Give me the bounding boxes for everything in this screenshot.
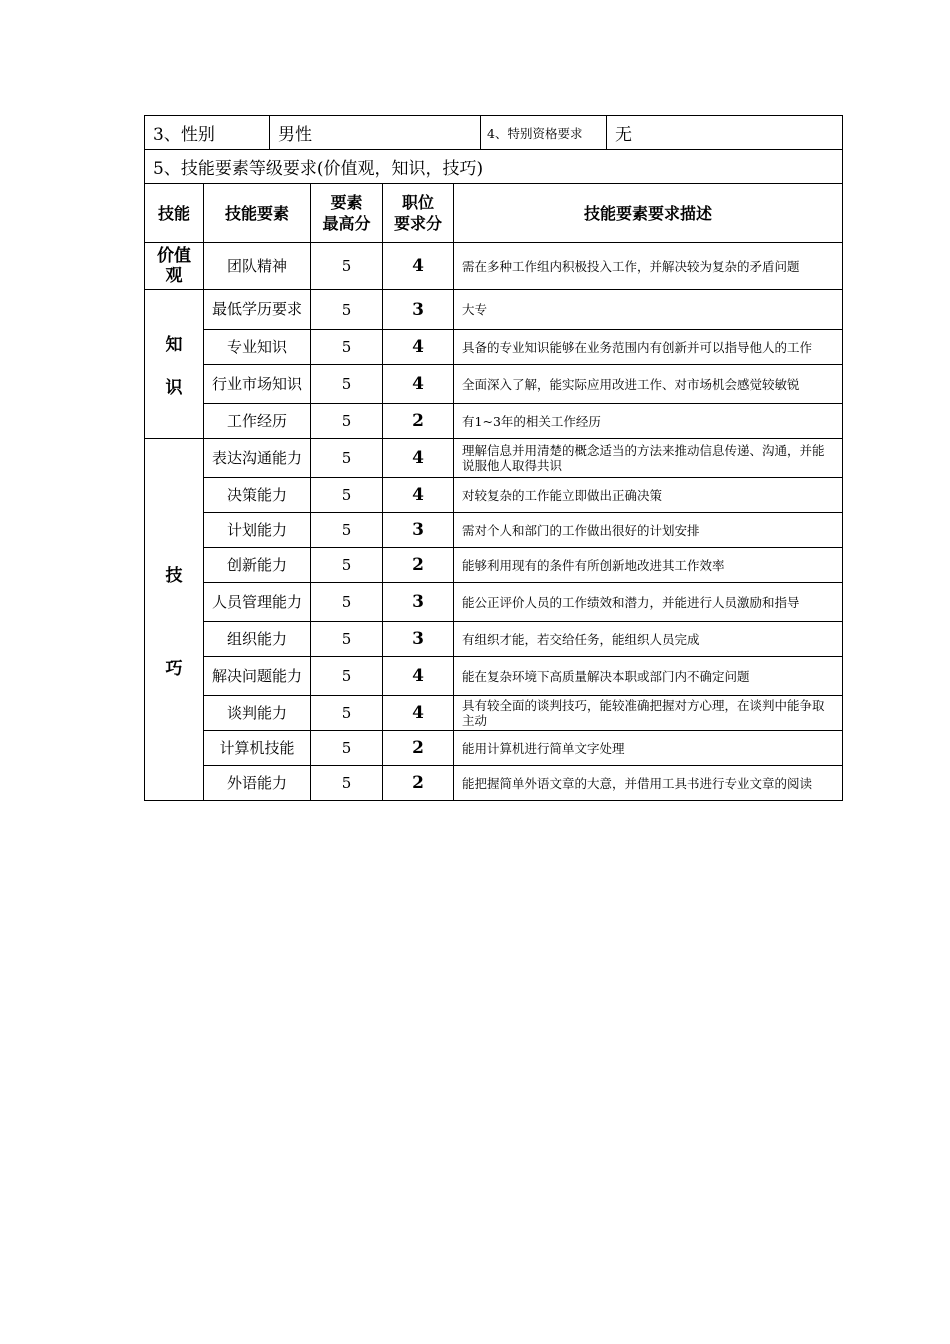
element-name: 谈判能力	[204, 696, 311, 731]
category-values	[145, 243, 204, 290]
element-name: 工作经历	[204, 404, 311, 439]
requirement-description: 能够利用现有的条件有所创新地改进其工作效率	[454, 548, 843, 583]
category-values-line2: 观	[165, 266, 183, 286]
requirement-description: 具有较全面的谈判技巧，能较准确把握对方心理，在谈判中能争取主动	[454, 696, 843, 731]
category-values-line1: 价值	[157, 246, 191, 266]
required-score: 3	[383, 622, 454, 657]
requirement-description: 能用计算机进行简单文字处理	[454, 731, 843, 766]
requirement-description: 对较复杂的工作能立即做出正确决策	[454, 478, 843, 513]
table-row	[145, 583, 843, 622]
special-requirement-label: 4、特别资格要求	[481, 116, 607, 150]
element-name: 专业知识	[204, 330, 311, 365]
max-score: 5	[311, 622, 383, 657]
requirement-description: 能公正评价人员的工作绩效和潜力，并能进行人员激励和指导	[454, 583, 843, 622]
col-header-description: 技能要素要求描述	[454, 184, 843, 243]
element-name: 表达沟通能力	[204, 439, 311, 478]
section-title-row	[145, 150, 843, 184]
category-skills-char2: 巧	[165, 658, 183, 679]
required-score: 4	[383, 365, 454, 404]
required-score: 4	[383, 439, 454, 478]
max-score: 5	[311, 330, 383, 365]
requirement-description: 需对个人和部门的工作做出很好的计划安排	[454, 513, 843, 548]
category-knowledge-char2: 识	[165, 378, 183, 398]
category-knowledge-char1: 知	[165, 335, 183, 355]
max-score: 5	[311, 513, 383, 548]
max-score: 5	[311, 439, 383, 478]
table-row	[145, 243, 843, 290]
required-score: 3	[383, 513, 454, 548]
required-score: 2	[383, 731, 454, 766]
element-name: 计算机技能	[204, 731, 311, 766]
element-name: 人员管理能力	[204, 583, 311, 622]
col-header-max-line2: 最高分	[322, 214, 371, 233]
max-score: 5	[311, 657, 383, 696]
requirement-description: 能在复杂环境下高质量解决本职或部门内不确定问题	[454, 657, 843, 696]
element-name: 最低学历要求	[204, 290, 311, 330]
category-skills-char1: 技	[165, 565, 183, 586]
requirement-description: 理解信息并用清楚的概念适当的方法来推动信息传递、沟通，并能说服他人取得共识	[454, 439, 843, 478]
element-name: 外语能力	[204, 766, 311, 801]
max-score: 5	[311, 696, 383, 731]
requirement-description: 全面深入了解，能实际应用改进工作、对市场机会感觉较敏锐	[454, 365, 843, 404]
table-row	[145, 548, 843, 583]
required-score: 4	[383, 657, 454, 696]
job-spec-document	[144, 115, 842, 801]
element-name: 计划能力	[204, 513, 311, 548]
col-header-category: 技能	[145, 184, 204, 243]
element-name: 团队精神	[204, 243, 311, 290]
required-score: 4	[383, 330, 454, 365]
required-score: 2	[383, 404, 454, 439]
max-score: 5	[311, 548, 383, 583]
col-header-max-score	[311, 184, 383, 243]
max-score: 5	[311, 243, 383, 290]
table-row	[145, 696, 843, 731]
table-row	[145, 290, 843, 330]
category-skills	[145, 439, 204, 801]
requirement-description: 具备的专业知识能够在业务范围内有创新并可以指导他人的工作	[454, 330, 843, 365]
max-score: 5	[311, 583, 383, 622]
requirement-description: 有1~3年的相关工作经历	[454, 404, 843, 439]
col-header-req-line1: 职位	[402, 193, 435, 212]
col-header-max-line1: 要素	[330, 193, 363, 212]
gender-row	[145, 116, 843, 150]
required-score: 3	[383, 583, 454, 622]
required-score: 3	[383, 290, 454, 330]
special-requirement-value: 无	[607, 116, 843, 150]
requirement-description: 有组织才能，若交给任务，能组织人员完成	[454, 622, 843, 657]
required-score: 4	[383, 243, 454, 290]
required-score: 2	[383, 766, 454, 801]
table-row	[145, 478, 843, 513]
requirement-description: 能把握简单外语文章的大意，并借用工具书进行专业文章的阅读	[454, 766, 843, 801]
gender-value: 男性	[270, 116, 481, 150]
required-score: 4	[383, 478, 454, 513]
col-header-required-score	[383, 184, 454, 243]
table-row	[145, 657, 843, 696]
section-title: 5、技能要素等级要求(价值观，知识，技巧)	[145, 150, 843, 184]
max-score: 5	[311, 290, 383, 330]
element-name: 组织能力	[204, 622, 311, 657]
element-name: 决策能力	[204, 478, 311, 513]
skill-requirements-table	[144, 115, 843, 801]
requirement-description: 需在多种工作组内积极投入工作，并解决较为复杂的矛盾问题	[454, 243, 843, 290]
max-score: 5	[311, 766, 383, 801]
required-score: 4	[383, 696, 454, 731]
requirement-description: 大专	[454, 290, 843, 330]
element-name: 创新能力	[204, 548, 311, 583]
gender-label: 3、性别	[145, 116, 270, 150]
column-header-row	[145, 184, 843, 243]
col-header-element: 技能要素	[204, 184, 311, 243]
col-header-req-line2: 要求分	[394, 214, 443, 233]
max-score: 5	[311, 478, 383, 513]
max-score: 5	[311, 404, 383, 439]
table-row	[145, 731, 843, 766]
element-name: 解决问题能力	[204, 657, 311, 696]
table-row	[145, 766, 843, 801]
category-knowledge	[145, 290, 204, 439]
table-row	[145, 439, 843, 478]
max-score: 5	[311, 365, 383, 404]
table-row	[145, 330, 843, 365]
table-row	[145, 404, 843, 439]
table-row	[145, 622, 843, 657]
element-name: 行业市场知识	[204, 365, 311, 404]
table-row	[145, 513, 843, 548]
max-score: 5	[311, 731, 383, 766]
table-row	[145, 365, 843, 404]
required-score: 2	[383, 548, 454, 583]
